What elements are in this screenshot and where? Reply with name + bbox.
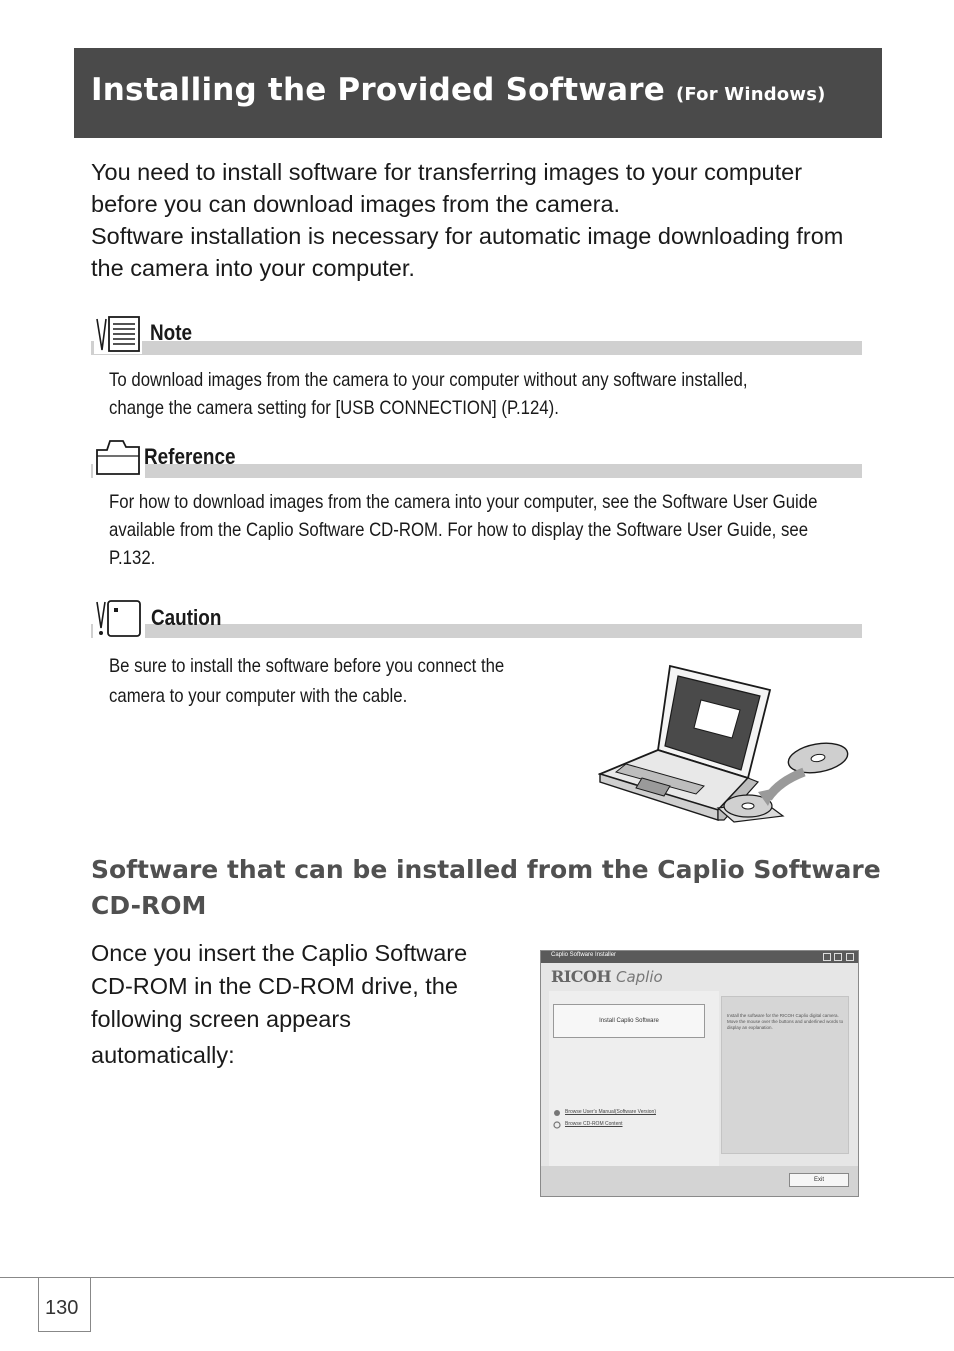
note-label: Note xyxy=(150,320,193,345)
footer-rule xyxy=(0,1277,954,1278)
intro-text xyxy=(91,156,871,284)
caution-line-1: Be sure to install the software before you connect the xyxy=(109,655,505,677)
caution-icon xyxy=(93,598,145,640)
page-title xyxy=(91,72,826,108)
installer-screenshot xyxy=(540,950,859,1197)
installer-titlebar xyxy=(541,951,858,963)
caution-label: Caution xyxy=(151,605,222,630)
cd-line-4: automatically: xyxy=(91,1042,235,1068)
close-icon[interactable] xyxy=(846,953,854,961)
browse-cdrom-link[interactable]: Browse CD-ROM Content xyxy=(565,1121,623,1127)
cdrom-icon xyxy=(553,1121,561,1129)
manual-icon xyxy=(553,1109,561,1117)
installer-product-logo: Caplio xyxy=(616,968,663,986)
installer-window-title: Caplio Software Installer xyxy=(551,952,617,958)
browse-manual-link[interactable]: Browse User's Manual(Software Version) xyxy=(565,1109,656,1115)
installer-description: Install the software for the RICOH Caplio digital camera. Move the mouse over the buttons and underlined words to display an explanation. xyxy=(727,1013,844,1030)
intro-paragraph-1: You need to install software for transferring images to your computer before you can download images from the camera. xyxy=(91,159,803,217)
install-caplio-software-button[interactable]: Install Caplio Software xyxy=(553,1004,705,1038)
cd-line-3: following screen appears xyxy=(91,1006,351,1032)
page-header xyxy=(74,48,882,138)
reference-label: Reference xyxy=(144,444,236,469)
maximize-icon[interactable] xyxy=(834,953,842,961)
page-title-main: Installing the Provided Software xyxy=(91,72,665,108)
laptop-cd-illustration xyxy=(598,660,853,825)
cd-instructions xyxy=(91,937,531,1072)
exit-button[interactable]: Exit xyxy=(789,1173,849,1187)
minimize-icon[interactable] xyxy=(823,953,831,961)
caution-text xyxy=(109,651,573,711)
reference-text: For how to download images from the camera into your computer, see the Software User Guide available from the Caplio Software CD-ROM. For how to display the Software User Guide, see P.132. xyxy=(109,491,818,569)
cd-line-2: CD-ROM in the CD-ROM drive, the xyxy=(91,973,458,999)
installer-brand-logo: RICOH xyxy=(551,967,612,986)
note-band xyxy=(91,341,862,355)
page-number: 130 xyxy=(45,1297,79,1319)
cd-line-1: Once you insert the Caplio Software xyxy=(91,940,468,966)
section-heading: Software that can be installed from the Caplio Software CD-ROM xyxy=(91,855,881,920)
note-icon xyxy=(93,314,145,356)
page-title-sub: (For Windows) xyxy=(675,84,826,105)
caution-line-2: camera to your computer with the cable. xyxy=(109,685,408,707)
intro-paragraph-2: Software installation is necessary for automatic image downloading from the camera into your computer. xyxy=(91,223,844,281)
reference-icon xyxy=(93,436,145,478)
note-text: To download images from the camera to your computer without any software installed, change the camera setting for [USB CONNECTION] (P.124). xyxy=(109,369,748,419)
